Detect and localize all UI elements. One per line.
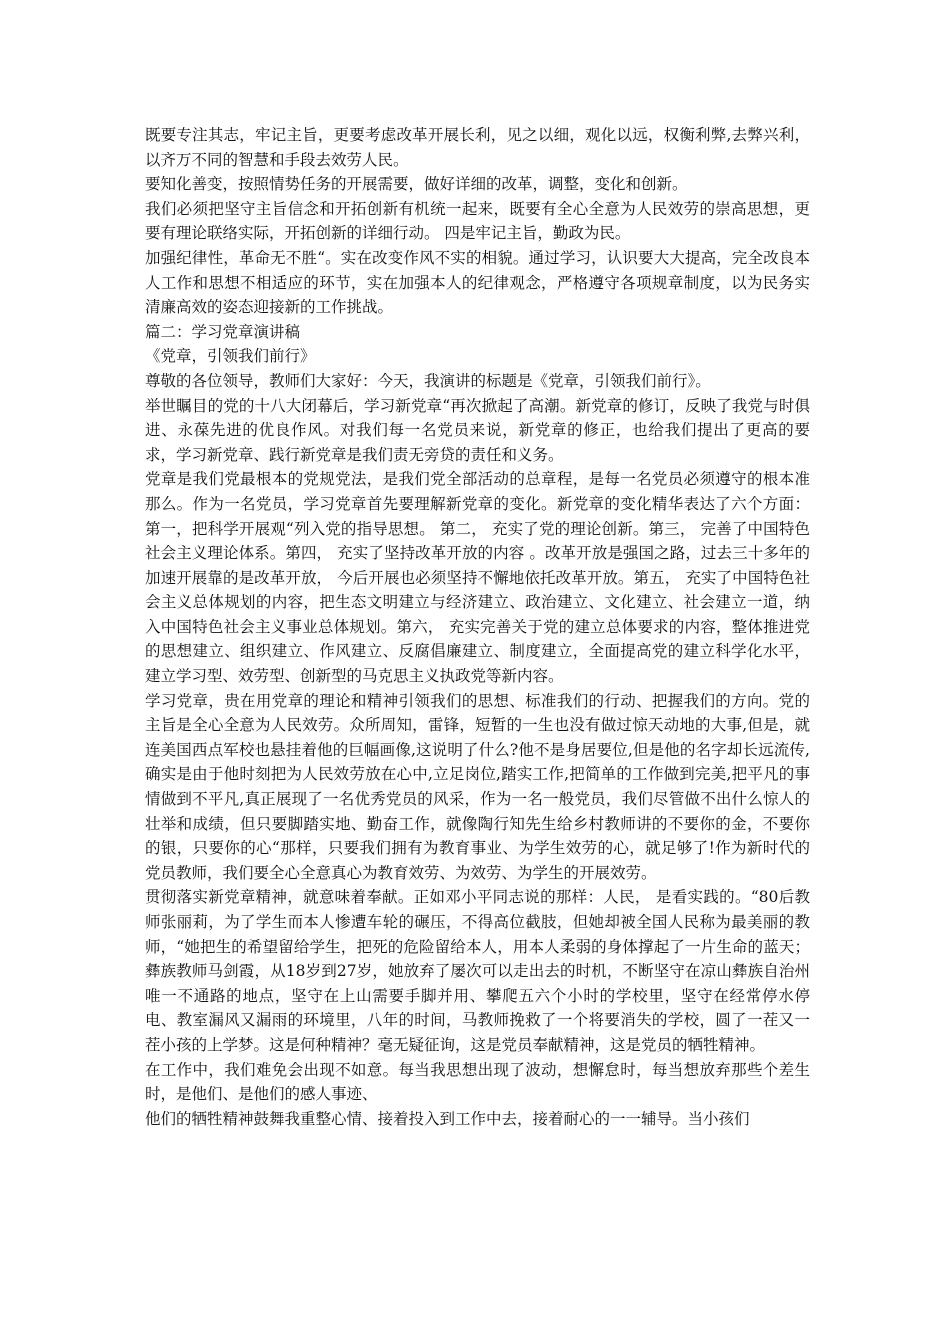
paragraph-12: 在工作中，我们难免会出现不如意。每当我思想出现了波动，想懈怠时，每当想放弃那些个差生时，是他们、是他们的感人事迹、 — [145, 1060, 810, 1104]
paragraph-2: 要知化善变，按照情势任务的开展需要，做好详细的改革，调整，变化和创新。 — [145, 175, 688, 194]
paragraph-9: 党章是我们党最根本的党规党法，是我们党全部活动的总章程，是每一名党员必须遵守的根本准那么。作为一名党员，学习党章首先要理解新党章的变化。新党章的变化精华表达了六个方面：第一，把科学开展观“列入党的指导思想。 第二， 充实了党的理论创新。第三， 完善了中国特色社会主义理论体系。第四， 充实了坚持改革开放的内容 。改革开放是强国之路，过去三十多年的加速开展靠的是改革开放， 今后开展也必须坚持不懈地依托改革开放。第五， 充实了中国特色社会主义总体规划的内容，把生态文明建立与经济建立、政治建立、文化建立、社会建立一道，纳入中国特色社会主义事业总体规划。第六， 充实完善关于党的建立总体要求的内容，整体推进党的思想建立、组织建立、作风建立、反腐倡廉建立、制度建立，全面提高党的建立科学化水平，建立学习型、效劳型、创新型的马克思主义执政党等新内容。 — [145, 470, 810, 686]
paragraph-greeting: 尊敬的各位领导，教师们大家好：今天，我演讲的标题是《党章，引领我们前行》。 — [145, 371, 711, 390]
paragraph-8: 举世瞩目的党的十八大闭幕后，学习新党章“再次掀起了高潮。新党章的修订，反映了我党与时俱进、永葆先进的优良作风。对我们每一名党员来说，新党章的修正，也给我们提出了更高的要求，学习新党章、践行新党章是我们责无旁贷的责任和义务。 — [145, 396, 810, 464]
paragraph-3: 我们必须把坚守主旨信念和开拓创新有机统一起来，既要有全心全意为人民效劳的崇高思想，更要有理论联络实际，开拓创新的详细行动。 四是牢记主旨，勤政为民。 — [145, 199, 810, 243]
speech-title: 《党章，引领我们前行》 — [145, 347, 316, 366]
section-heading: 篇二：学习党章演讲稿 — [145, 322, 301, 341]
paragraph-4: 加强纪律性，革命无不胜“。实在改变作风不实的相貌。通过学习，认识要大大提高，完全改良本人工作和思想不相适应的环节，实在加强本人的纪律观念，严格遵守各项规章制度，以为民务实清廉高效的姿态迎接新的工作挑战。 — [145, 248, 810, 317]
paragraph-10: 学习党章，贵在用党章的理论和精神引领我们的思想、标准我们的行动、把握我们的方向。党的主旨是全心全意为人民效劳。众所周知，雷锋，短暂的一生也没有做过惊天动地的大事,但是，就连美国西点军校也悬挂着他的巨幅画像,这说明了什么?他不是身居要位,但是他的名字却长远流传,确实是由于他时刻把为人民效劳放在心中,立足岗位,踏实工作,把简单的工作做到完美,把平凡的事情做到不平凡,真正展现了一名优秀党员的风采，作为一名一般党员，我们尽管做不出什么惊人的壮举和成绩，但只要脚踏实地、勤奋工作，就像陶行知先生给乡村教师讲的不要你的金，不要你的银，只要你的心“那样，只要我们拥有为教育事业、为学生效劳的心，就足够了!作为新时代的党员教师，我们要全心全意真心为教育效劳、为效劳、为学生的开展效劳。 — [145, 691, 810, 882]
paragraph-13: 他们的牺牲精神鼓舞我重整心情、接着投入到工作中去，接着耐心的一一辅导。当小孩们 — [145, 1109, 750, 1128]
paragraph-11: 贯彻落实新党章精神，就意味着奉献。正如邓小平同志说的那样：人民， 是看实践的。“80后教师张丽莉，为了学生而本人惨遭车轮的碾压，不得高位截肢，但她却被全国人民称为最美丽的教师，“她把生的希望留给学生，把死的危险留给本人，用本人柔弱的身体撑起了一片生命的蓝天；彝族教师马剑霞，从18岁到27岁，她放弃了屡次可以走出去的时机，不断坚守在凉山彝族自治州唯一不通路的地点，坚守在上山需要手脚并用、攀爬五六个小时的学校里，坚守在经常停水停电、教室漏风又漏雨的环境里，八年的时间，马教师挽救了一个将要消失的学校，圆了一茬又一茬小孩的上学梦。这是何种精神？毫无疑征询，这是党员奉献精神，这是党员的牺牲精神。 — [145, 888, 810, 1054]
document-body — [145, 123, 810, 1131]
paragraph-1: 既要专注其志，牢记主旨，更要考虑改革开展长利，见之以细，观化以远，权衡利弊,去弊兴利，以齐万不同的智慧和手段去效劳人民。 — [145, 126, 810, 169]
